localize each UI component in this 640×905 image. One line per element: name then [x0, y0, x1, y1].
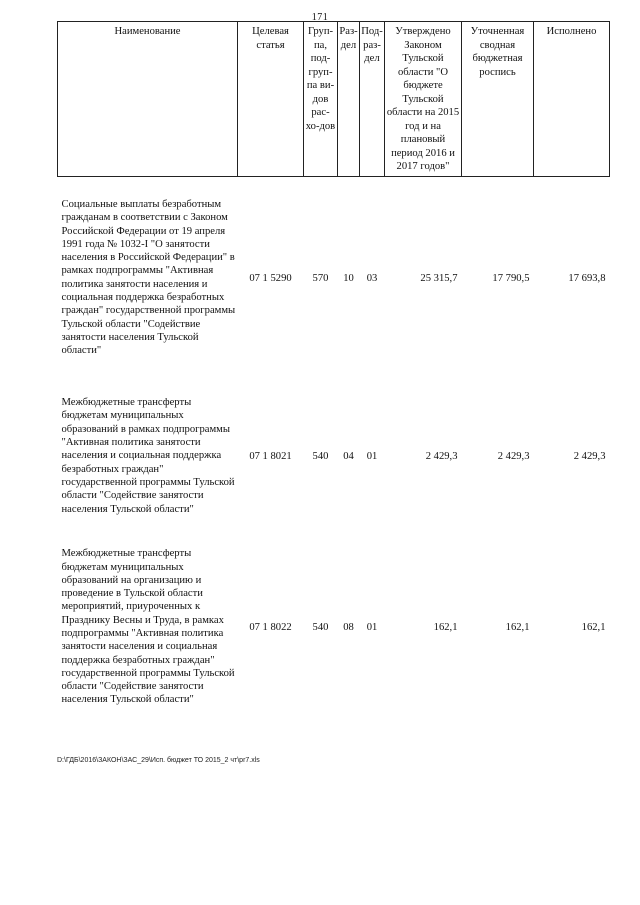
row-name: Межбюджетные трансферты бюджетам муниципальных образований на организацию и проведение в Тульской области мероприятий, приуроченных к Празднику Весны и Труда, в рамках подпрограммы "Активная политика занятости населения и социальная поддержка безработных граждан" государственной программы Тульской области "Содействие занятости населения Тульской области" [61, 548, 235, 706]
header-expense-group: Груп-па, под-груп-па ви-дов рас-хо-дов [304, 22, 338, 177]
header-revised-budget: Уточненная сводная бюджетная роспись [462, 22, 534, 177]
footer-file-path: D:\ГДБ\2016\ЗАКОН\ЗАС_29\Исп. бюджет ТО 2015_2 чт\pr7.xls [57, 757, 260, 764]
table-row [58, 176, 610, 381]
row-target-article: 07 1 8022 [249, 622, 292, 634]
row-target-article: 07 1 8021 [249, 451, 292, 463]
row-approved: 2 429,3 [425, 451, 458, 463]
header-subsection: Под-раз-дел [360, 22, 385, 177]
row-section: 08 [343, 622, 354, 634]
header-approved: Утверждено Законом Тульской области "О бюджете Тульской области на 2015 год и на плановый период 2016 и 2017 годов" [385, 22, 462, 177]
row-executed: 162,1 [581, 622, 606, 634]
row-revised: 2 429,3 [497, 451, 530, 463]
table-row [58, 381, 610, 533]
header-name: Наименование [58, 22, 238, 177]
row-section: 10 [343, 273, 354, 285]
header-executed: Исполнено [534, 22, 610, 177]
row-subsection: 01 [366, 622, 378, 634]
row-subsection: 01 [366, 451, 378, 463]
row-subsection: 03 [366, 273, 378, 285]
header-target-article: Целевая статья [238, 22, 304, 177]
row-name: Социальные выплаты безработным гражданам в соответствии с Законом Российской Федерации от 19 апреля 1991 года № 1032-I "О занятости населения в Российской Федерации" в рамках подпрограммы "Активная политика занятости населения и социальная поддержка безработных граждан" государственной программы Тульской области "Содействие занятости населения Тульской области" [61, 198, 236, 357]
row-expense-group: 540 [312, 622, 329, 634]
table-row [58, 533, 610, 723]
row-revised: 17 790,5 [492, 273, 530, 285]
header-section: Раз-дел [338, 22, 360, 177]
row-target-article: 07 1 5290 [249, 273, 292, 285]
row-executed: 2 429,3 [573, 451, 606, 463]
row-revised: 162,1 [505, 622, 530, 634]
row-section: 04 [343, 451, 354, 463]
row-approved: 162,1 [433, 622, 458, 634]
table-header-row [58, 22, 610, 177]
row-expense-group: 570 [312, 273, 329, 285]
row-name: Межбюджетные трансферты бюджетам муниципальных образований в рамках подпрограммы "Активная политика занятости населения и социальная поддержка безработных граждан" государственной программы Тульской области "Содействие занятости населения Тульской области" [61, 397, 235, 515]
row-expense-group: 540 [312, 451, 329, 463]
page-number: 171 [311, 12, 329, 23]
budget-execution-table [57, 21, 610, 723]
row-approved: 25 315,7 [420, 273, 458, 285]
row-executed: 17 693,8 [568, 273, 606, 285]
